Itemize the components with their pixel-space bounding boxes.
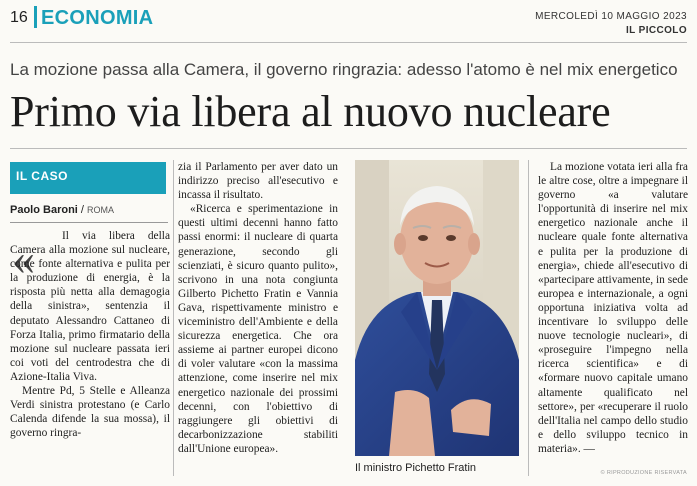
article-headline: Primo via libera al nuovo nucleare	[10, 87, 611, 136]
dateline-location: ROMA	[87, 205, 115, 215]
newspaper-name: IL PICCOLO	[625, 25, 687, 36]
page-number: 16	[10, 9, 28, 26]
article-column-2	[178, 160, 338, 456]
minister-photo	[355, 160, 519, 456]
byline	[10, 204, 114, 216]
byline-separator: /	[77, 204, 88, 216]
paragraph: La mozione votata ieri alla fra le altre cose, oltre a impegnare il governo «a valutare l'opportunità di inserire nel mix energetico nazionale anche il nucleare quale fonte alternativa e pulita per la produzione di energia», chiede all'esecutivo di «partecipare attivamente, in sede europea e internazionale, a ogni opportuna iniziativa volta ad incentivare lo sviluppo delle nuove tecnologie nucleari», di «proseguire l'impegno nella ricerca scientifica» e di «formare nuovo capitale umano altamente qualificato nel settore», per «recuperare il ruolo dell'Italia nel campo dello studio e dello sviluppo tecnico in materia». —	[538, 161, 688, 455]
paragraph: Mentre Pd, 5 Stelle e Alleanza Verdi sinistra protestano (e Carlo Calenda difende la sua mossa), il governo ringra-	[10, 385, 170, 440]
column-divider	[528, 160, 529, 476]
section-accent-bar	[34, 6, 37, 28]
photo-caption: Il ministro Pichetto Fratin	[355, 462, 477, 474]
portrait-illustration	[355, 160, 519, 456]
headline-rule	[10, 148, 687, 149]
drop-quote-mark: «	[12, 233, 35, 284]
column-divider	[173, 160, 174, 476]
article-column-1	[10, 229, 170, 440]
author-name: Paolo Baroni	[10, 204, 78, 216]
copyright-credit: © RIPRODUZIONE RISERVATA	[600, 470, 687, 476]
paragraph: «Ricerca e sperimentazione in questi ultimi decenni hanno fatto passi enormi: il nucleare di quarta generazione, secondo gli scienziati, è sicuro quanto pulito», scrivono in una nota congiunta Gilberto Pichetto Fratin e Vannia Gava, rispettivamente ministro e viceministro dell'Ambiente e della sicurezza energetica. Che ora assieme ai partner europei dicono di voler valutare «con la massima attenzione, come inserire nel mix energetico nazionale dei prossimi decenni, con l'obiettivo di raggiungere gli obiettivi di decarbonizzazione stabiliti dall'Unione europea».	[178, 203, 338, 455]
section-title: ECONOMIA	[41, 7, 154, 29]
paragraph: zia il Parlamento per aver dato un indirizzo preciso all'esecutivo e incassa il risultato.	[178, 161, 338, 202]
article-column-4	[538, 160, 688, 456]
kicker-label: IL CASO	[16, 169, 68, 183]
header-rule	[10, 42, 687, 43]
byline-rule	[10, 222, 168, 223]
article-subheadline: La mozione passa alla Camera, il governo ringrazia: adesso l'atomo è nel mix energetico	[10, 60, 678, 79]
paragraph: Il via libera della Camera alla mozione sul nucleare, come fonte alternativa e pulita per la produzione di energia, è la risposta più netta alla demagogia della sinistra», sentenzia il deputato Alessandro Cattaneo di Forza Italia, primo firmatario della mozione sul nucleare passata ieri coi voti del centrodestra che di Azione-Italia Viva.	[10, 230, 170, 383]
issue-date: MERCOLEDÌ 10 MAGGIO 2023	[535, 11, 687, 22]
